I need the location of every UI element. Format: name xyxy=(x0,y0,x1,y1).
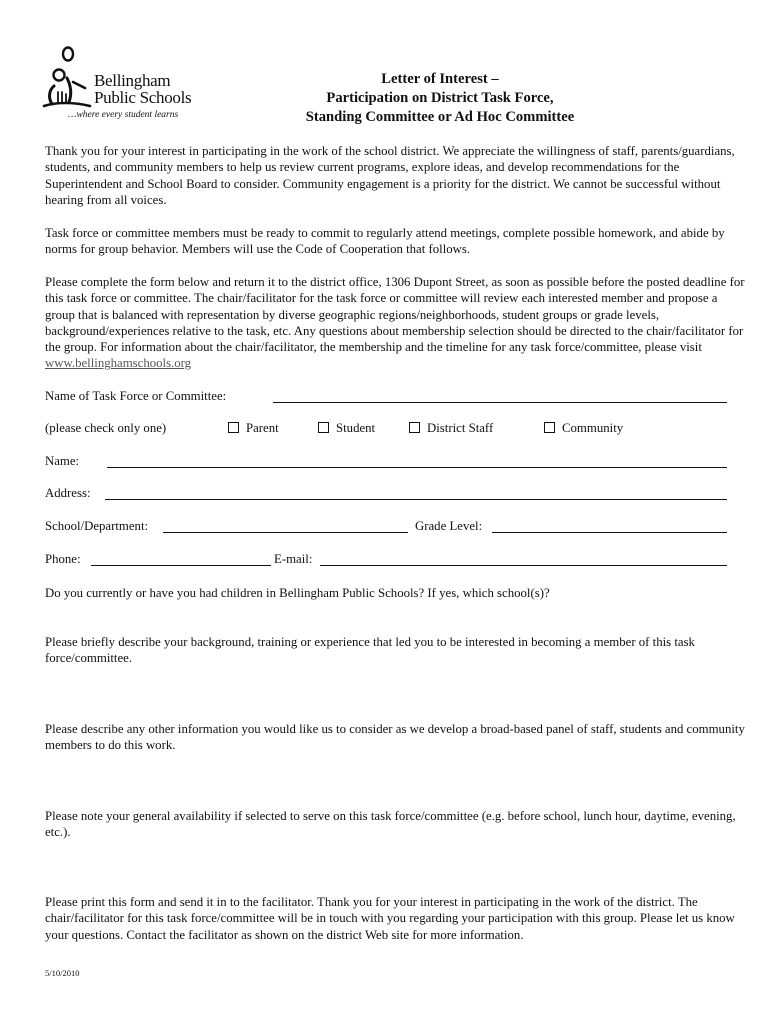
district-name xyxy=(94,72,191,106)
checkbox-square-icon xyxy=(318,422,329,433)
checkbox-square-icon xyxy=(409,422,420,433)
district-name-line2: Public Schools xyxy=(94,88,192,107)
intro-paragraph-3-text: Please complete the form below and return it to the district office, 1306 Dupont Street, as soon as possible before the posted deadline for this task force or committee. The chair/facilitator for the task force or committee will review each interested member and propose a group that is balanced with representation by diverse geographic regions/neighborhoods, student groups or grade levels, background/experiences relative to the task, etc. Any questions about membership selection should be directed to the chair/facilitator for the group. For information about the chair/facilitator, the membership and the timeline for any task force/committee, please visit xyxy=(45,275,745,355)
district-name-line1: Bellingham xyxy=(94,71,171,90)
district-logo xyxy=(40,46,230,128)
name-field[interactable] xyxy=(107,467,727,468)
checkbox-square-icon xyxy=(544,422,555,433)
title-line1: Letter of Interest – xyxy=(381,71,499,87)
school-department-label: School/Department: xyxy=(45,519,149,533)
availability-question: Please note your general availability if selected to serve on this task force/committee (e.g. before school, lunch hour, daytime, evening, etc.). xyxy=(45,809,736,840)
address-row xyxy=(45,486,727,504)
name-label: Name: xyxy=(45,454,80,468)
phone-field[interactable] xyxy=(91,565,271,566)
background-question: Please briefly describe your background, training or experience that led you to be interested in becoming a member of this task force/committee. xyxy=(45,635,695,666)
committee-name-label: Name of Task Force or Committee: xyxy=(45,389,227,403)
intro-paragraph-1: Thank you for your interest in participating in the work of the school district. We appreciate the willingness of staff, parents/guardians, students, and community members to help us review current programs, explore ideas, and develop recommendations for the Superintendent and School Board to consider. Community engagement is a priority for the district. We cannot be successful without hearing from all voices. xyxy=(45,144,735,207)
check-one-label: (please check only one) xyxy=(45,421,167,435)
closing-paragraph: Please print this form and send it in to the facilitator. Thank you for your interest in participating in the work of the district. The chair/facilitator for this task force/committee will be in touch with you regarding your participation with this group. Please let us know your questions. Contact the facilitator as shown on the district Web site for more information. xyxy=(45,895,735,942)
email-field[interactable] xyxy=(320,565,727,566)
district-website-link[interactable]: www.bellinghamschools.org xyxy=(45,356,192,371)
title-line2: Participation on District Task Force, xyxy=(326,90,554,106)
parent-checkbox[interactable] xyxy=(228,421,279,436)
revision-date: 5/10/2010 xyxy=(45,968,80,978)
community-option-label: Community xyxy=(562,421,624,435)
parent-option-label: Parent xyxy=(246,421,279,435)
checkbox-square-icon xyxy=(228,422,239,433)
committee-name-row xyxy=(45,389,727,407)
phone-label: Phone: xyxy=(45,552,81,566)
district-tagline: …where every student learns xyxy=(68,110,179,120)
address-label: Address: xyxy=(45,486,91,500)
page-title xyxy=(250,70,630,127)
intro-paragraph-3 xyxy=(45,274,745,372)
reader-figure-icon xyxy=(40,46,94,112)
district-staff-option-label: District Staff xyxy=(427,421,494,435)
title-line3: Standing Committee or Ad Hoc Committee xyxy=(305,109,575,125)
student-option-label: Student xyxy=(336,421,376,435)
school-grade-row xyxy=(45,519,727,537)
other-information-question: Please describe any other information you would like us to consider as we develop a broad-based panel of staff, students and community members to do this work. xyxy=(45,722,745,753)
phone-email-row xyxy=(45,552,727,570)
grade-level-label: Grade Level: xyxy=(415,519,483,533)
address-field[interactable] xyxy=(105,499,727,500)
email-label: E-mail: xyxy=(274,552,313,566)
children-question: Do you currently or have you had children in Bellingham Public Schools? If yes, which school(s)? xyxy=(45,586,550,600)
committee-name-field[interactable] xyxy=(273,402,727,403)
district-staff-checkbox[interactable] xyxy=(409,421,493,436)
name-row xyxy=(45,454,727,472)
student-checkbox[interactable] xyxy=(318,421,375,436)
school-department-field[interactable] xyxy=(163,532,408,533)
community-checkbox[interactable] xyxy=(544,421,623,436)
grade-level-field[interactable] xyxy=(492,532,727,533)
intro-paragraph-2: Task force or committee members must be ready to commit to regularly attend meetings, complete possible homework, and abide by norms for group behavior. Members will use the Code of Cooperation that follows. xyxy=(45,226,725,257)
role-checkbox-row xyxy=(45,421,727,439)
